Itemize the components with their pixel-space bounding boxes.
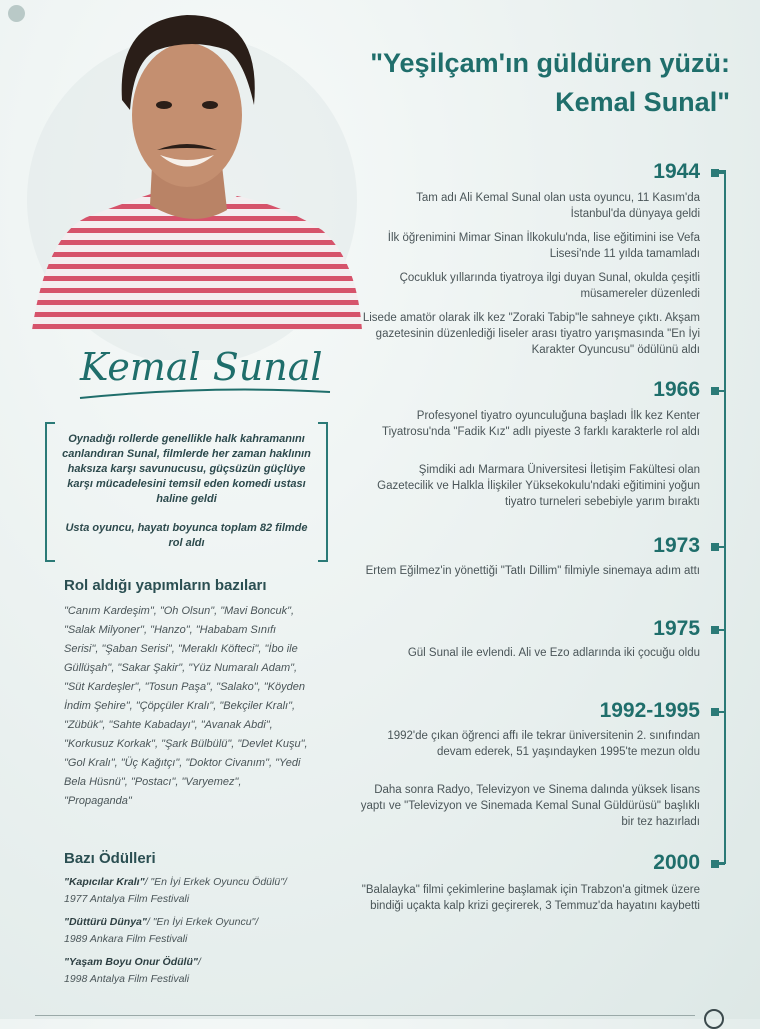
timeline-year-1966: 1966 xyxy=(653,378,700,401)
portrait-image xyxy=(22,0,367,360)
timeline-marker xyxy=(711,169,719,177)
timeline-entry: Tam adı Ali Kemal Sunal olan usta oyuncu, 11 Kasım'da İstanbul'da dünyaya geldi xyxy=(416,192,700,220)
timeline-marker xyxy=(711,387,719,395)
svg-text:Kemal Sunal: Kemal Sunal xyxy=(80,345,323,389)
page-title-line2: Kemal Sunal" xyxy=(555,87,730,117)
timeline-year-2000: 2000 xyxy=(653,851,700,874)
footer-divider xyxy=(35,1015,695,1016)
agency-logo-icon xyxy=(704,1009,724,1029)
timeline-entry: Profesyonel tiyatro oyunculuğuna başladı İlk kez Kenter Tiyatrosu'nda "Fadik Kız" adlı piyeste 3 farklı karakterle rol aldı xyxy=(381,410,700,438)
timeline-line xyxy=(724,170,726,863)
timeline-tick xyxy=(719,546,725,548)
timeline-entry: Gül Sunal ile evlendi. Ali ve Ezo adlarında iki çocuğu oldu xyxy=(407,647,700,659)
timeline-entry: Çocukluk yıllarında tiyatroya ilgi duyan Sunal, okulda çeşitli müsamereler düzenledi xyxy=(399,272,700,300)
timeline-marker xyxy=(711,543,719,551)
award-title: "Yaşam Boyu Onur Ödülü" xyxy=(64,956,198,968)
awards-list xyxy=(64,874,324,994)
award-festival: 1989 Ankara Film Festivali xyxy=(64,933,188,945)
timeline-tick xyxy=(719,629,725,631)
intro-box xyxy=(45,422,328,562)
timeline-entry: Lisede amatör olarak ilk kez "Zoraki Tabip"le sahneye çıktı. Akşam gazetesinin düzenlediği liseler arası tiyatro yarışmasında "En İyi Karakter Oyuncusu" ödülünü aldı xyxy=(362,312,700,356)
awards-heading: Bazı Ödülleri xyxy=(64,850,156,867)
award-item xyxy=(64,914,324,948)
award-festival: 1998 Antalya Film Festivali xyxy=(64,973,190,985)
films-heading: Rol aldığı yapımların bazıları xyxy=(64,577,267,594)
award-category: / xyxy=(197,956,201,968)
intro-paragraph: Oynadığı rollerde genellikle halk kahramanını canlandıran Sunal, filmlerde her zaman haklının haksıza karşı savunucusu, güçsüzün güçlüye karşı mücadelesini temsil eden komedi ustası haline geldi xyxy=(62,433,311,505)
timeline-marker xyxy=(711,860,719,868)
award-category: / "En İyi Erkek Oyuncu Ödülü"/ xyxy=(144,876,287,888)
award-title: "Kapıcılar Kralı" xyxy=(64,876,145,888)
timeline-tick xyxy=(719,863,725,865)
timeline-tick xyxy=(719,172,725,174)
bracket-left xyxy=(45,422,55,562)
timeline-entry: 1992'de çıkan öğrenci affı ile tekrar üniversitenin 2. sınıfından devam ederek, 51 yaşındayken 1995'te mezun oldu xyxy=(387,730,700,758)
award-item xyxy=(64,954,324,988)
intro-film-count: Usta oyuncu, hayatı boyunca toplam 82 filmde rol aldı xyxy=(65,522,308,549)
timeline-year-1992-1995: 1992-1995 xyxy=(599,699,700,722)
timeline-entry: İlk öğrenimini Mimar Sinan İlkokulu'nda, lise eğitimini ise Vefa Lisesi'nde 11 yılda tamamladı xyxy=(387,232,700,260)
award-category: / "En İyi Erkek Oyuncu"/ xyxy=(146,916,259,928)
award-festival: 1977 Antalya Film Festivali xyxy=(64,893,190,905)
bracket-right xyxy=(318,422,328,562)
timeline-year-1944: 1944 xyxy=(653,160,700,183)
timeline-marker xyxy=(711,626,719,634)
page-title-line1: "Yeşilçam'ın güldüren yüzü: xyxy=(370,48,730,78)
signature-image xyxy=(70,330,340,410)
timeline-entry: Ertem Eğilmez'in yönettiği "Tatlı Dillim" filmiyle sinemaya adım attı xyxy=(365,565,700,577)
award-title: "Düttürü Dünya" xyxy=(64,916,147,928)
timeline-marker xyxy=(711,708,719,716)
timeline-year-1975: 1975 xyxy=(653,617,700,640)
timeline-year-1973: 1973 xyxy=(653,534,700,557)
award-item xyxy=(64,874,324,908)
timeline-entry: "Balalayka" filmi çekimlerine başlamak için Trabzon'a gitmek üzere bindiği uçakta kalp krizi geçirerek, 3 Temmuz'da hayatını kaybetti xyxy=(361,884,700,912)
timeline-entry: Şimdiki adı Marmara Üniversitesi İletişim Fakültesi olan Gazetecilik ve Halkla İlişkiler Yüksekokulu'ndaki eğitimini yoğun tiyatro turneleri sebebiyle yarım bıraktı xyxy=(377,464,700,508)
timeline-tick xyxy=(719,390,725,392)
timeline-entry: Daha sonra Radyo, Televizyon ve Sinema dalında yüksek lisans yaptı ve "Televizyon ve Sinemada Kemal Sunal Güldürüsü" başlıklı bir tez hazırladı xyxy=(360,784,700,828)
timeline-tick xyxy=(719,711,725,713)
films-list: "Canım Kardeşim", "Oh Olsun", "Mavi Boncuk", "Salak Milyoner", "Hanzo", "Hababam Sınıfı Serisi", "Şaban Serisi", "Meraklı Köfteci", "İbo ile Güllüşah", "Sakar Şakir", "Yüz Numaralı Adam", "Süt Kardeşler", "Tosun Paşa", "Salako", "Köyden İndim Şehire", "Çöpçüler Kralı", "Bekçiler Kralı", "Zübük", "Sahte Kabadayı", "Avanak Abdi", "Korkusuz Korkak", "Şark Bülbülü", "Devlet Kuşu", "Gol Kralı", "Üç Kağıtçı", "Doktor Civanım", "Yedi Bela Hüsnü", "Postacı", "Varyemez", "Propaganda" xyxy=(64,605,308,807)
